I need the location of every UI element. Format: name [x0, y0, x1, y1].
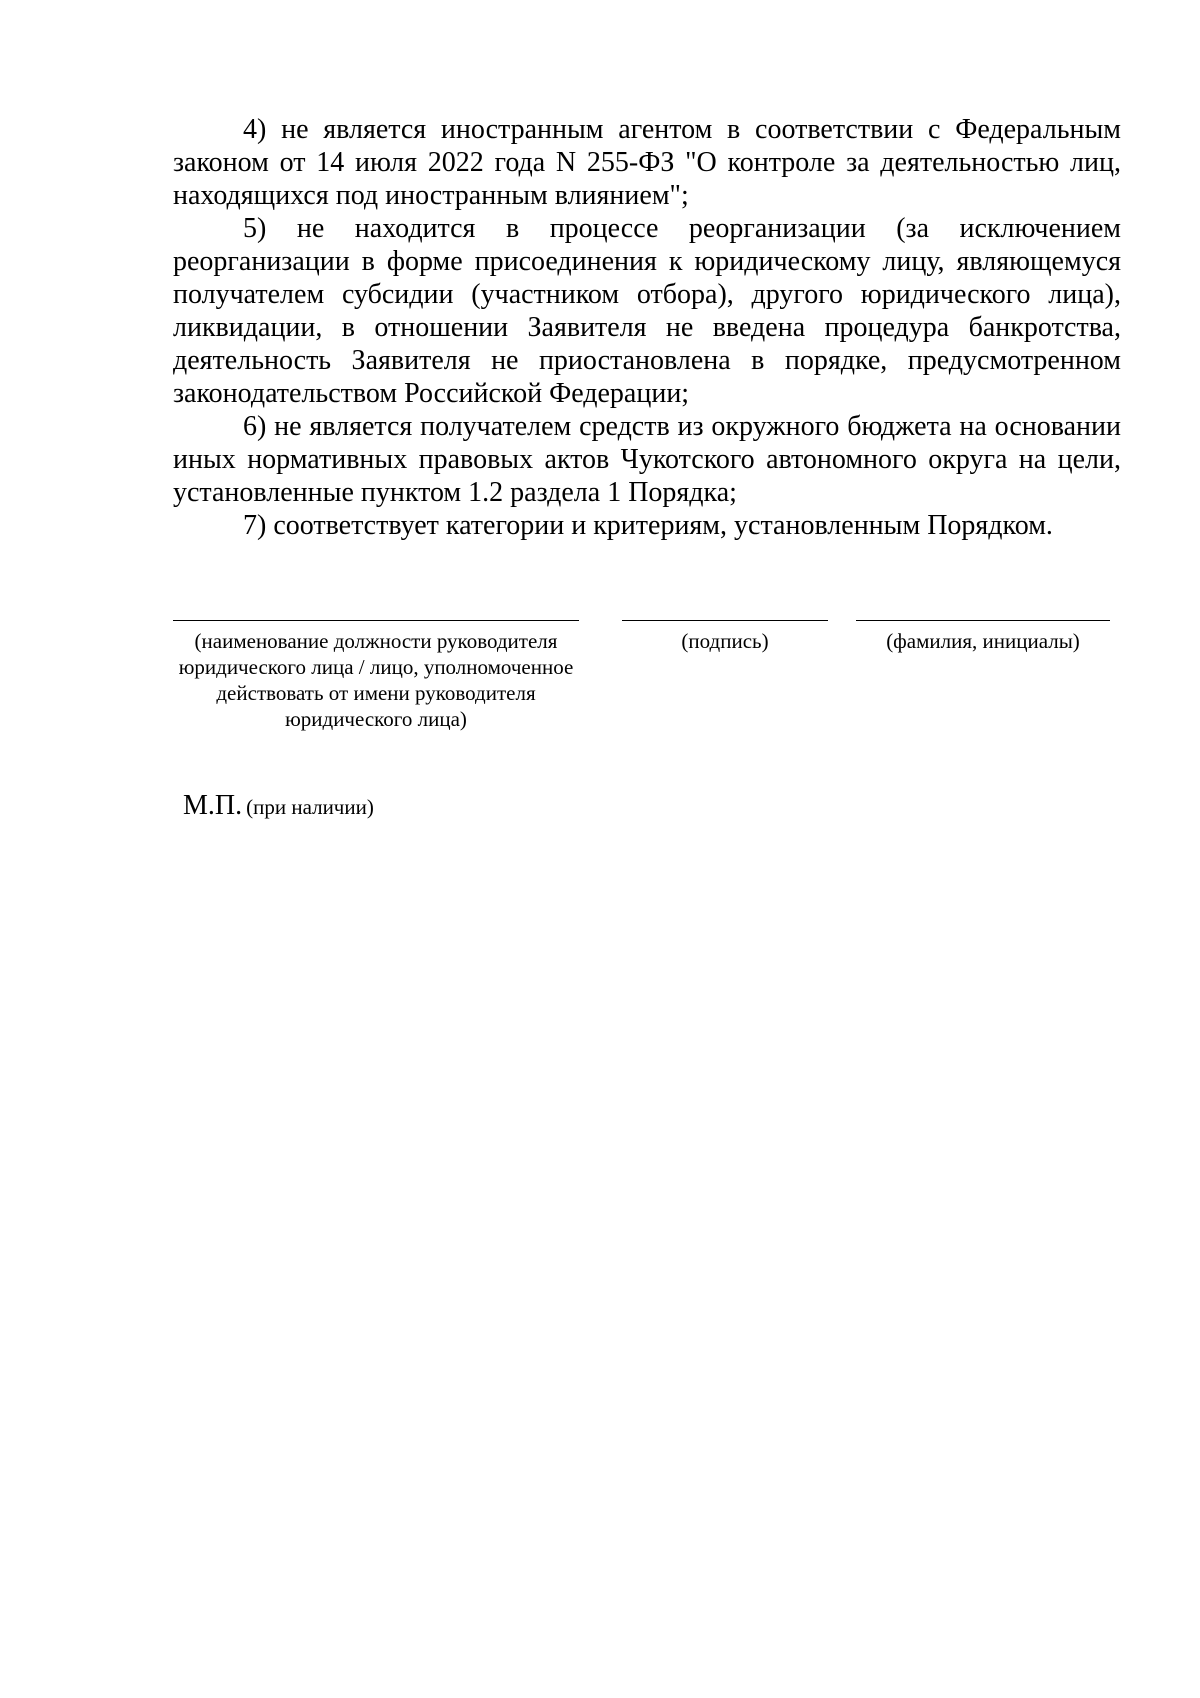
stamp-note: (при наличии)	[246, 795, 374, 819]
position-field	[173, 620, 579, 732]
signature-caption: (подпись)	[681, 629, 769, 653]
stamp-label: М.П.	[183, 790, 243, 821]
condition-item-7: 7) соответствует категории и критериям, установленным Порядком.	[243, 510, 1053, 541]
stamp-place	[183, 790, 374, 822]
signature-block	[173, 620, 1121, 760]
condition-item-4: 4) не является иностранным агентом в соответствии с Федеральным законом от 14 июля 2022 года N 255-ФЗ "О контроле за деятельностью лиц, находящихся под иностранным влиянием";	[173, 114, 1121, 211]
name-line	[856, 620, 1110, 621]
name-field	[856, 620, 1110, 654]
signature-line	[622, 620, 828, 621]
condition-item-5: 5) не находится в процессе реорганизации (за исключением реорганизации в форме присоединения к юридическому лицу, являющемуся получателем субсидии (участником отбора), другого юридического лица), ликвидации, в отношении Заявителя не введена процедура банкротства, деятельность Заявителя не приостановлена в порядке, предусмотренном законодательством Российской Федерации;	[173, 213, 1121, 409]
name-caption: (фамилия, инициалы)	[886, 629, 1080, 653]
condition-item-6: 6) не является получателем средств из окружного бюджета на основании иных нормативных правовых актов Чукотского автономного округа на цели, установленные пунктом 1.2 раздела 1 Порядка;	[173, 411, 1121, 508]
position-caption: (наименование должности руководителя юридического лица / лицо, уполномоченное действовать от имени руководителя юридического лица)	[178, 629, 574, 731]
position-line	[173, 620, 579, 621]
signature-field	[622, 620, 828, 654]
conditions-list	[173, 113, 1121, 542]
